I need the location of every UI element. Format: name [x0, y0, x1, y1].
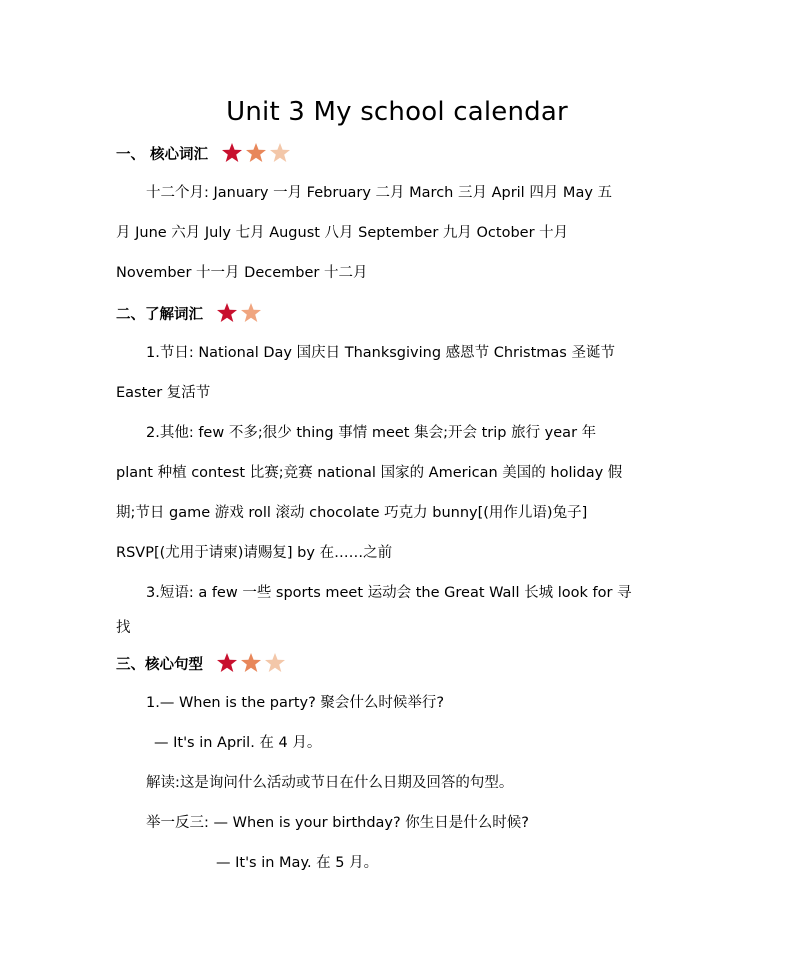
section2-line-8: 找: [116, 620, 131, 636]
section3-line-3: 解读:这是询问什么活动或节日在什么日期及回答的句型。: [146, 775, 514, 791]
section2-heading: 二、了解词汇: [116, 307, 203, 323]
section2-line-7: 3.短语: a few 一些 sports meet 运动会 the Great Wall 长城 look for 寻: [146, 585, 632, 601]
document-title: Unit 3 My school calendar: [226, 97, 568, 127]
section2-rating: [216, 302, 259, 329]
star-orange-icon: [240, 652, 262, 673]
section2-line-1: 1.节日: National Day 国庆日 Thanksgiving 感恩节 Christmas 圣诞节: [146, 345, 615, 361]
section1-heading-row: [116, 142, 696, 169]
star-red-icon: [216, 302, 238, 323]
star-half-icon: [269, 142, 291, 163]
section1-line-3: November 十一月 December 十二月: [116, 265, 368, 281]
section2-line-2: Easter 复活节: [116, 385, 211, 401]
section1-line-2: 月 June 六月 July 七月 August 八月 September 九月 October 十月: [116, 225, 569, 241]
section3-heading: 三、核心句型: [116, 657, 203, 673]
star-red-icon: [221, 142, 243, 163]
section1-heading: 一、 核心词汇: [116, 147, 209, 163]
section3-line-1: 1.— When is the party? 聚会什么时候举行?: [146, 695, 445, 711]
section3-heading-row: [116, 652, 696, 679]
section3-line-4: 举一反三: — When is your birthday? 你生日是什么时候?: [146, 815, 529, 831]
section3-line-5: — It's in May. 在 5 月。: [216, 855, 379, 871]
section2-line-6: RSVP[(尤用于请柬)请赐复] by 在……之前: [116, 545, 393, 561]
section1-line-1: 十二个月: January 一月 February 二月 March 三月 April 四月 May 五: [146, 185, 613, 201]
star-red-icon: [216, 652, 238, 673]
section2-line-5: 期;节日 game 游戏 roll 滚动 chocolate 巧克力 bunny[(用作儿语)兔子]: [116, 505, 588, 521]
section3-line-2: — It's in April. 在 4 月。: [154, 735, 322, 751]
section2-heading-row: [116, 302, 696, 329]
section2-line-4: plant 种植 contest 比赛;竞赛 national 国家的 American 美国的 holiday 假: [116, 465, 623, 481]
section2-line-3: 2.其他: few 不多;很少 thing 事情 meet 集会;开会 trip 旅行 year 年: [146, 425, 597, 441]
star-half-icon: [240, 302, 262, 323]
section3-rating: [216, 652, 283, 679]
section1-rating: [221, 142, 288, 169]
star-half-icon: [264, 652, 286, 673]
star-orange-icon: [245, 142, 267, 163]
